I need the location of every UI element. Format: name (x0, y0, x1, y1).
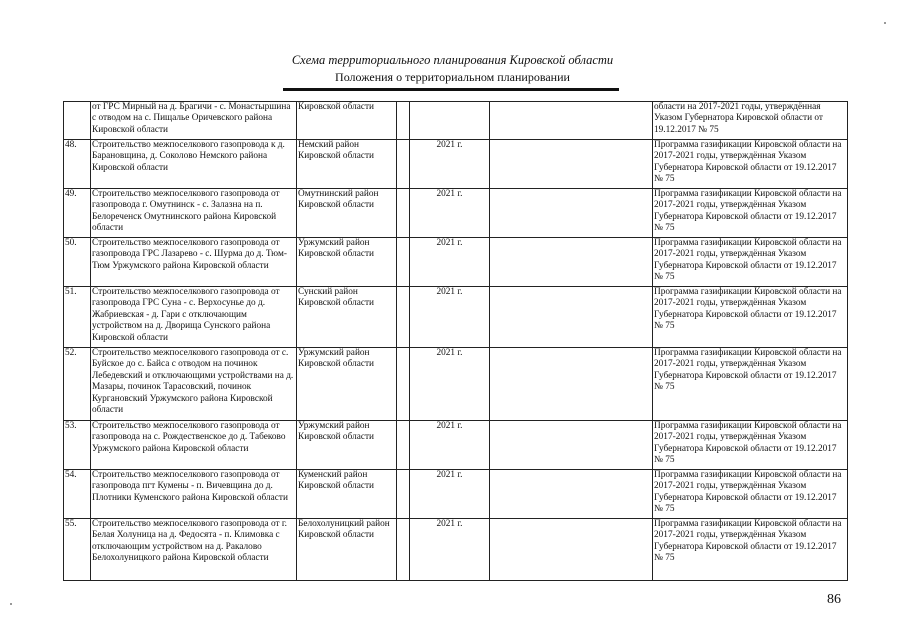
table-row (64, 238, 848, 287)
empty-cell-cell (490, 519, 653, 581)
legal-basis-cell: Программа газификации Кировской области на 2017-2021 годы, утверждённая Указом Губернатора Кировской области от 19.12.2017 № 75 (653, 421, 848, 470)
implementation-year-cell: 2021 г. (410, 287, 490, 348)
location-cell: Кировской области (297, 102, 397, 140)
header-rule (283, 88, 619, 91)
implementation-year-cell: 2021 г. (410, 189, 490, 238)
object-name-cell: Строительство межпоселкового газопровода от газопровода ГРС Суна - с. Верхосунье до д. Жабриевская - д. Гари с отключающим устройством на д. Дворища Сунского района Кировской области (91, 287, 297, 348)
object-name-cell: Строительство межпоселкового газопровода от газопровода на с. Рождественское до д. Табеково Уржумского района Кировской области (91, 421, 297, 470)
empty-cell-cell (397, 189, 410, 238)
implementation-year-cell: 2021 г. (410, 421, 490, 470)
implementation-year-cell: 2021 г. (410, 238, 490, 287)
implementation-year-cell (410, 102, 490, 140)
empty-cell-cell (490, 421, 653, 470)
row-number-cell: 52. (64, 348, 91, 421)
object-name-cell: Строительство межпоселкового газопровода от газопровода пгт Кумены - п. Вичевщина до д. Плотники Куменского района Кировской области (91, 470, 297, 519)
legal-basis-cell: Программа газификации Кировской области на 2017-2021 годы, утверждённая Указом Губернатора Кировской области от 19.12.2017 № 75 (653, 287, 848, 348)
legal-basis-cell: Программа газификации Кировской области на 2017-2021 годы, утверждённая Указом Губернатора Кировской области от 19.12.2017 № 75 (653, 140, 848, 189)
object-name-cell: Строительство межпоселкового газопровода от газопровода ГРС Лазарево - с. Шурма до д. Тюм-Тюм Уржумского района Кировской области (91, 238, 297, 287)
legal-basis-cell: области на 2017-2021 годы, утверждённая Указом Губернатора Кировской области от 19.12.2017 № 75 (653, 102, 848, 140)
location-cell: Уржумский район Кировской области (297, 421, 397, 470)
empty-cell-cell (397, 348, 410, 421)
scan-speck (10, 603, 12, 605)
legal-basis-cell: Программа газификации Кировской области на 2017-2021 годы, утверждённая Указом Губернатора Кировской области от 19.12.2017 № 75 (653, 519, 848, 581)
empty-cell-cell (397, 470, 410, 519)
table-body (64, 102, 848, 581)
row-number-cell (64, 102, 91, 140)
empty-cell-cell (397, 238, 410, 287)
empty-cell-cell (397, 421, 410, 470)
object-name-cell: Строительство межпоселкового газопровода от газопровода г. Омутнинск - с. Залазна на п. Белореченск Омутнинского района Кировской области (91, 189, 297, 238)
empty-cell-cell (397, 287, 410, 348)
row-number-cell: 49. (64, 189, 91, 238)
legal-basis-cell: Программа газификации Кировской области на 2017-2021 годы, утверждённая Указом Губернатора Кировской области от 19.12.2017 № 75 (653, 238, 848, 287)
table-row (64, 102, 848, 140)
objects-table (63, 101, 848, 581)
object-name-cell: от ГРС Мирный на д. Брагичи - с. Монастыршина с отводом на с. Пищалье Оричевского района Кировской области (91, 102, 297, 140)
legal-basis-cell: Программа газификации Кировской области на 2017-2021 годы, утверждённая Указом Губернатора Кировской области от 19.12.2017 № 75 (653, 470, 848, 519)
row-number-cell: 53. (64, 421, 91, 470)
location-cell: Уржумский район Кировской области (297, 238, 397, 287)
location-cell: Куменский район Кировской области (297, 470, 397, 519)
location-cell: Сунский район Кировской области (297, 287, 397, 348)
location-cell: Омутнинский район Кировской области (297, 189, 397, 238)
row-number-cell: 51. (64, 287, 91, 348)
implementation-year-cell: 2021 г. (410, 348, 490, 421)
implementation-year-cell: 2021 г. (410, 470, 490, 519)
empty-cell-cell (397, 140, 410, 189)
table-row (64, 470, 848, 519)
object-name-cell: Строительство межпоселкового газопровода от г. Белая Холуница на д. Федосята - п. Климовка с отключающим устройством на д. Ракалово Белохолуницкого района Кировской области (91, 519, 297, 581)
table-row (64, 140, 848, 189)
empty-cell-cell (490, 140, 653, 189)
table-row (64, 287, 848, 348)
row-number-cell: 54. (64, 470, 91, 519)
row-number-cell: 55. (64, 519, 91, 581)
empty-cell-cell (490, 470, 653, 519)
document-title: Схема территориального планирования Кировской области (291, 53, 614, 67)
legal-basis-cell: Программа газификации Кировской области на 2017-2021 годы, утверждённая Указом Губернатора Кировской области от 19.12.2017 № 75 (653, 348, 848, 421)
implementation-year-cell: 2021 г. (410, 519, 490, 581)
row-number-cell: 50. (64, 238, 91, 287)
location-cell: Уржумский район Кировской области (297, 348, 397, 421)
legal-basis-cell: Программа газификации Кировской области на 2017-2021 годы, утверждённая Указом Губернатора Кировской области от 19.12.2017 № 75 (653, 189, 848, 238)
empty-cell-cell (490, 287, 653, 348)
empty-cell-cell (397, 519, 410, 581)
table-row (64, 348, 848, 421)
object-name-cell: Строительство межпоселкового газопровода к д. Барановщина, д. Соколово Немского района Кировской области (91, 140, 297, 189)
page-number: 86 (827, 592, 841, 607)
table-row (64, 189, 848, 238)
location-cell: Белохолуницкий район Кировской области (297, 519, 397, 581)
object-name-cell: Строительство межпоселкового газопровода от с. Буйское до с. Байса с отводом на починок Лебедевский и отключающими устройствами на д. Мазары, починок Тарасовский, починок Кургановский Уржумского района Кировской области (91, 348, 297, 421)
location-cell: Немский район Кировской области (297, 140, 397, 189)
empty-cell-cell (490, 238, 653, 287)
document-subtitle: Положения о территориальном планировании (335, 70, 570, 84)
scan-speck (884, 22, 886, 24)
empty-cell-cell (397, 102, 410, 140)
table-row (64, 519, 848, 581)
empty-cell-cell (490, 102, 653, 140)
row-number-cell: 48. (64, 140, 91, 189)
empty-cell-cell (490, 189, 653, 238)
implementation-year-cell: 2021 г. (410, 140, 490, 189)
empty-cell-cell (490, 348, 653, 421)
table-row (64, 421, 848, 470)
